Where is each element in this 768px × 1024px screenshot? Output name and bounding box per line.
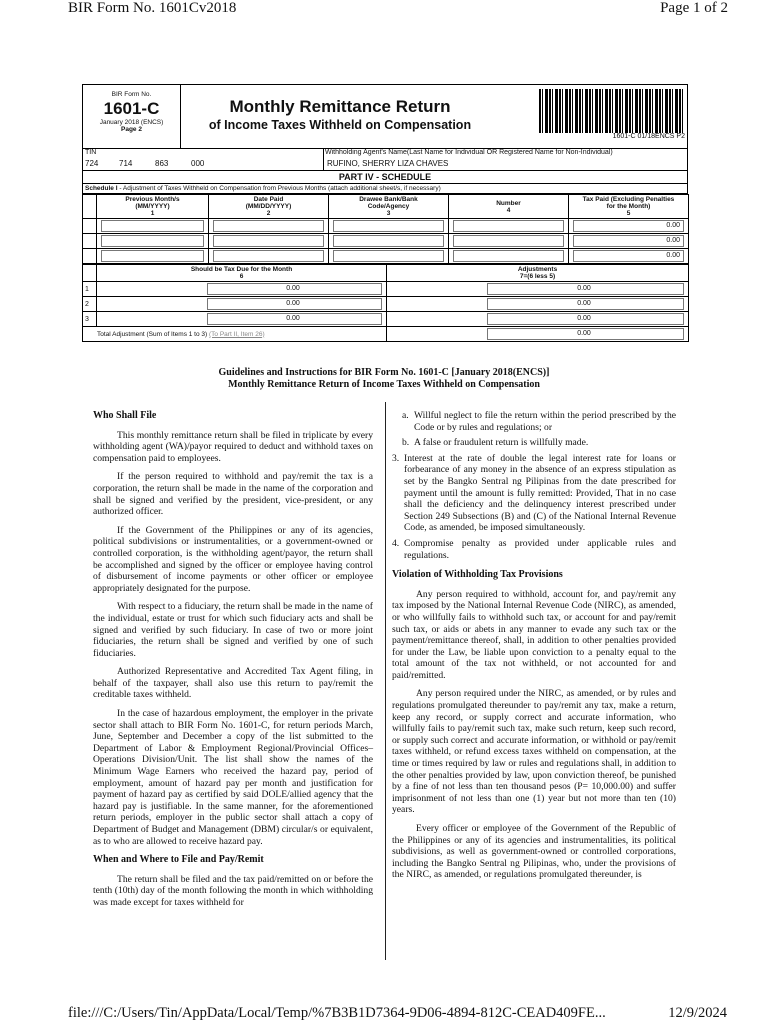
tin-part-1[interactable]: 724 bbox=[85, 159, 99, 168]
tax-paid-field[interactable]: 0.00 bbox=[573, 250, 684, 262]
form-no-label: BIR Form No. bbox=[111, 91, 152, 98]
agent-name-label: Withholding Agent's Name(Last Name for Individual OR Registered Name for Non-Individual) bbox=[325, 149, 613, 156]
form-title-box bbox=[82, 84, 688, 149]
col-tax-due: Should be Tax Due for the Month 6 bbox=[97, 265, 387, 282]
paragraph: In the case of hazardous employment, the employer in the private sector shall attach to BIR Form No. 1601-C, for return periods March, June, September and December a copy of the list submitted to the Department of Labor & Employment Regional/Provincial Offices–Operations Division/Unit. The list shall show the names of the Minimum Wage Earners who received the hazard pay, period of employment, amount of hazard pay per month and justification for payment of hazard pay as certified by said DOLE/allied agency that the hazard pay is justifiable. In the same manner, for the aforementioned return periods, employer in the public sector shall attach a copy of Department of Budget and Management (DBM) circular/s or equivalent, as to who are allowed to receive hazard pay. bbox=[93, 708, 373, 847]
total-adjustment-label: Total Adjustment (Sum of Items 1 to 3) bbox=[97, 330, 208, 338]
previous-month-field[interactable] bbox=[101, 235, 204, 247]
col-tax-paid: Tax Paid (Excluding Penalties for the Month) 5 bbox=[569, 195, 689, 219]
to-part-ii-link[interactable]: (To Part II, Item 26) bbox=[209, 330, 265, 338]
form-number-box bbox=[83, 85, 181, 148]
adjustment-field[interactable]: 0.00 bbox=[487, 298, 684, 310]
total-adjustment-row bbox=[83, 327, 689, 342]
bir-form bbox=[82, 84, 688, 342]
tax-due-field[interactable]: 0.00 bbox=[207, 313, 382, 325]
schedule-i-header: Schedule I - Adjustment of Taxes Withheld on Compensation from Previous Months (attach additional sheet/s, if necessary) bbox=[82, 184, 688, 194]
col-date-paid: Date Paid (MM/DD/YYYY) 2 bbox=[209, 195, 329, 219]
tin-part-2[interactable]: 714 bbox=[119, 159, 133, 168]
date-paid-field[interactable] bbox=[213, 235, 324, 247]
file-path-footer: file:///C:/Users/Tin/AppData/Local/Temp/%7B3B1D7364-9D06-4894-812C-CEAD409FE... bbox=[68, 1005, 606, 1021]
table-row: 1 0.00 0.00 bbox=[83, 282, 689, 297]
previous-month-field[interactable] bbox=[101, 250, 204, 262]
browser-header-title: BIR Form No. 1601Cv2018 bbox=[68, 0, 237, 16]
number-field[interactable] bbox=[453, 235, 564, 247]
drawee-bank-field[interactable] bbox=[333, 250, 444, 262]
date-paid-field[interactable] bbox=[213, 250, 324, 262]
tin-agent-row bbox=[82, 149, 688, 171]
list-item: a. Willful neglect to file the return within the period prescribed by the Code or by rules and regulations; or bbox=[402, 410, 676, 433]
guidelines-left-column bbox=[93, 410, 373, 916]
adjustments-table bbox=[82, 264, 689, 342]
adjustments-header-row bbox=[83, 265, 689, 282]
paragraph: With respect to a fiduciary, the return shall be made in the name of the individual, estate or trust for which such fiduciary acts and shall be signed and verified by such fiduciary. In case of two or more joint fiduciaries, the return shall be signed and verified by one of such fiduciaries. bbox=[93, 601, 373, 659]
col-number: Number 4 bbox=[449, 195, 569, 219]
col-drawee-bank: Drawee Bank/Bank Code/Agency 3 bbox=[329, 195, 449, 219]
number-field[interactable] bbox=[453, 220, 564, 232]
list-item: b. A false or fraudulent return is willfully made. bbox=[402, 437, 589, 449]
tax-due-field[interactable]: 0.00 bbox=[207, 283, 382, 295]
col-adjustments: Adjustments 7=(6 less 5) bbox=[387, 265, 689, 282]
previous-month-field[interactable] bbox=[101, 220, 204, 232]
barcode-image bbox=[539, 89, 685, 133]
who-shall-file-heading: Who Shall File bbox=[93, 410, 157, 421]
violation-heading: Violation of Withholding Tax Provisions bbox=[392, 569, 563, 581]
adjustment-field[interactable]: 0.00 bbox=[487, 313, 684, 325]
tax-paid-field[interactable]: 0.00 bbox=[573, 220, 684, 232]
form-number: 1601-C bbox=[103, 99, 160, 118]
list-item: 3. Interest at the rate of double the legal interest rate for loans or forbearance of any money in the absence of an express stipulation as set by the Bangko Sentral ng Pilipinas from the date prescribed for payment until the amount is fully remitted: Provided, That in no case shall the deficiency and the delinquency interest prescribed under Section 249 Subsections (B) and (C) of the National Internal Revenue Code, as amended, be imposed simultaneously. bbox=[392, 452, 676, 534]
table-row bbox=[83, 219, 689, 234]
paragraph: Any person required under the NIRC, as amended, or by rules and regulations promulgated thereunder to pay/remit any tax, make a return, keep any record, or supply correct and accurate information, who willfully fails to pay/remit such tax, make such return, keep such record, or supply such correct and accurate information, or withhold or pay/remit taxes withheld, or refund excess taxes withheld on compensation, at the time or times required by law or rules and regulations shall, in addition to the other penalties provided by law, upon conviction thereof, be punished by a fine of not less than ten thousand pesos (P= 10,000.00) and suffer imprisonment of not less than one (1) year but not more than ten (10) years. bbox=[392, 688, 676, 816]
drawee-bank-field[interactable] bbox=[333, 220, 444, 232]
paragraph: Any person required to withhold, account for, and pay/remit any tax imposed by the National Internal Revenue Code (NIRC), as amended, or who willfully fails to withhold such tax, or account for and pay/remit such tax, or aids or abets in any manner to evade any such tax or the payment/remittance thereof, shall, in addition to other penalties provided for under the Law, be liable upon conviction to a penalty equal to the total amount of the tax not withheld, or not accounted for and paid/remitted. bbox=[392, 588, 676, 681]
tax-due-field[interactable]: 0.00 bbox=[207, 298, 382, 310]
number-field[interactable] bbox=[453, 250, 564, 262]
form-title: Monthly Remittance Return bbox=[229, 97, 451, 116]
form-version: January 2018 (ENCS) bbox=[99, 119, 164, 126]
table-row bbox=[83, 234, 689, 249]
paragraph: If the Government of the Philippines or any of its agencies, political subdivisions or instrumentalities, or a government-owned or controlled corporation, is the withholding agent/payor, the return shall be accomplished and signed by the officer or employee having control of disbursement of income payments or other officer or employee appropriately designated for the purpose. bbox=[93, 524, 373, 594]
guidelines-right-column bbox=[392, 410, 676, 888]
form-page: Page 2 bbox=[121, 126, 142, 133]
tin-part-3[interactable]: 863 bbox=[155, 159, 169, 168]
schedule-i-header-row bbox=[83, 195, 689, 219]
guidelines-title: Guidelines and Instructions for BIR Form No. 1601-C [January 2018(ENCS)] Monthly Remittance Return of Income Taxes Withheld on Compensation bbox=[218, 367, 550, 390]
when-where-heading: When and Where to File and Pay/Remit bbox=[93, 854, 264, 866]
paragraph: If the person required to withhold and pay/remit the tax is a corporation, the return shall be made in the name of the corporation and shall be signed and verified by the president, vice-president, or any authorized officer. bbox=[93, 471, 373, 518]
tax-paid-field[interactable]: 0.00 bbox=[573, 235, 684, 247]
list-item: 4. Compromise penalty as provided under applicable rules and regulations. bbox=[392, 537, 676, 561]
drawee-bank-field[interactable] bbox=[333, 235, 444, 247]
agent-name-value[interactable]: RUFINO, SHERRY LIZA CHAVES bbox=[327, 159, 449, 168]
col-previous-month: Previous Month/s (MM/YYYY) 1 bbox=[97, 195, 209, 219]
paragraph: The return shall be filed and the tax paid/remitted on or before the tenth (10th) day of the month following the month in which withholding was made except for taxes withheld for bbox=[93, 873, 373, 908]
tin-label: TIN bbox=[85, 149, 97, 156]
paragraph: Every officer or employee of the Government of the Republic of the Philippines or any of its agencies and instrumentalities, its political subdivisions, as well as government-owned or controlled corporations, including the Bangko Sentral ng Pilipinas, who, under the provisions of the NIRC, as amended, or regulations promulgated thereunder, is bbox=[392, 823, 676, 881]
date-paid-field[interactable] bbox=[213, 220, 324, 232]
paragraph: Authorized Representative and Accredited Tax Agent filing, in behalf of the taxpayer, shall also use this return to pay/remit the creditable taxes withheld. bbox=[93, 666, 373, 701]
schedule-i-table bbox=[82, 194, 689, 264]
tin-part-4[interactable]: 000 bbox=[191, 159, 205, 168]
barcode-caption: 1601-C 01/18ENCS P2 bbox=[612, 133, 685, 140]
part-iv-header: PART IV - SCHEDULE bbox=[82, 171, 688, 184]
form-subtitle: of Income Taxes Withheld on Compensation bbox=[208, 118, 472, 132]
paragraph: This monthly remittance return shall be filed in triplicate by every withholding agent (WA)/payor required to deduct and withhold taxes on compensation paid to employees. bbox=[93, 429, 373, 464]
column-divider bbox=[385, 402, 386, 960]
table-row bbox=[83, 249, 689, 264]
adjustment-field[interactable]: 0.00 bbox=[487, 283, 684, 295]
total-adjustment-field[interactable]: 0.00 bbox=[487, 328, 684, 340]
print-date-footer: 12/9/2024 bbox=[668, 1005, 727, 1021]
page-counter: Page 1 of 2 bbox=[660, 0, 728, 16]
table-row: 3 0.00 0.00 bbox=[83, 312, 689, 327]
table-row: 2 0.00 0.00 bbox=[83, 297, 689, 312]
